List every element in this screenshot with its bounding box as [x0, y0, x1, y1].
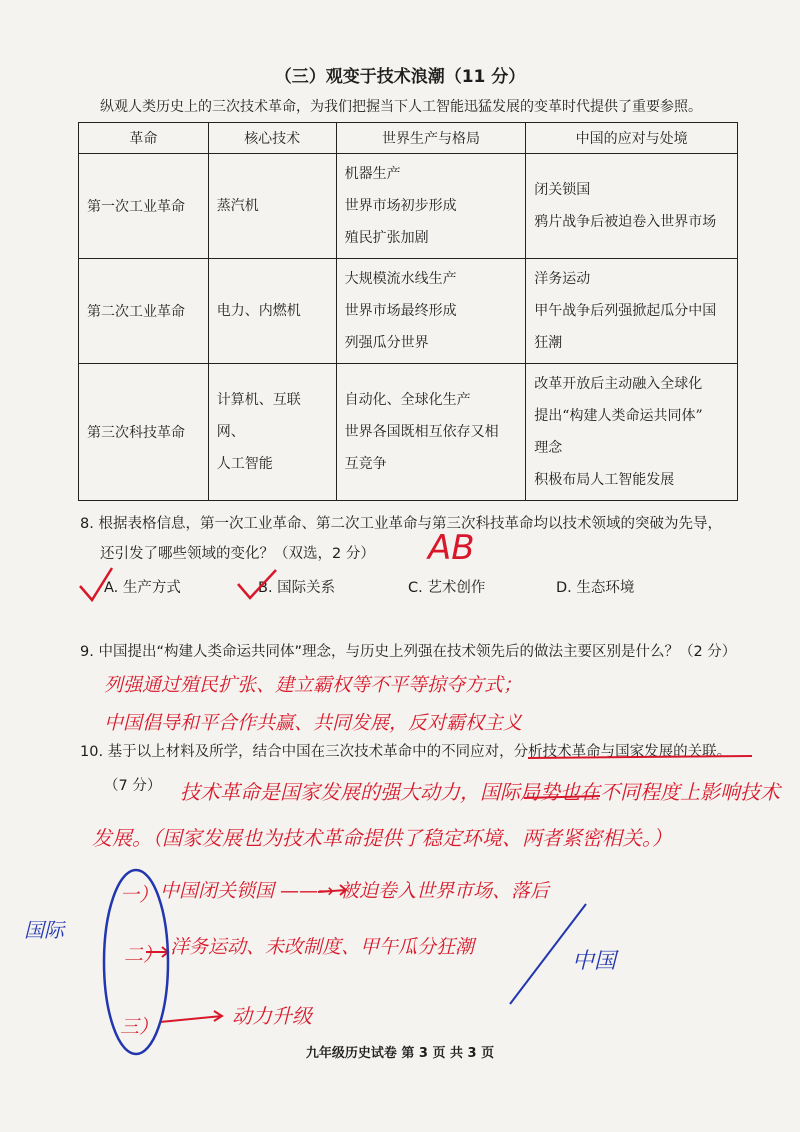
row-world	[336, 259, 526, 364]
world-line: 互竞争	[344, 456, 387, 472]
row-revolution: 第一次工业革命	[79, 154, 209, 259]
margin-note-international: 国际	[24, 918, 64, 942]
table-row	[79, 364, 738, 501]
row-tech	[208, 364, 336, 501]
table-row	[79, 154, 738, 259]
q9-line1: 9. 中国提出“构建人类命运共同体”理念，与历史上列强在技术领先后的做法主要区别是什么？（2 分）	[80, 644, 737, 660]
china-line: 洋务运动	[534, 271, 591, 287]
q8-option-d: D. 生态环境	[556, 580, 635, 596]
world-line: 大规模流水线生产	[344, 271, 457, 287]
world-line: 列强瓜分世界	[344, 335, 429, 351]
world-line: 自动化、全球化生产	[344, 392, 471, 408]
tech-line: 电力、内燃机	[216, 303, 301, 319]
table-header-row	[79, 123, 738, 154]
world-line: 世界各国既相互依存又相	[344, 424, 499, 440]
q10-handwritten-item1: 中国闭关锁国 ——→ 被迫卷入世界市场、落后	[160, 880, 550, 902]
q10-item2-marker: 二）	[124, 944, 163, 966]
q10-line1: 10. 基于以上材料及所学，结合中国在三次技术革命中的不同应对，分析技术革命与国家发展的关联。	[80, 744, 732, 760]
q10-handwritten-line2: 发展。（国家发展也为技术革命提供了稳定环境、两者紧密相关。）	[92, 826, 672, 850]
page-footer: 九年级历史试卷 第 3 页 共 3 页	[305, 1046, 495, 1061]
world-line: 世界市场最终形成	[344, 303, 457, 319]
row-revolution: 第二次工业革命	[79, 259, 209, 364]
china-line: 狂潮	[534, 335, 563, 351]
world-line: 机器生产	[344, 166, 401, 182]
table-row	[79, 259, 738, 364]
q8-option-a: A. 生产方式	[104, 580, 181, 596]
arrow-item3	[160, 1011, 222, 1022]
row-tech	[208, 259, 336, 364]
world-line: 殖民扩张加剧	[344, 230, 429, 246]
china-line: 改革开放后主动融入全球化	[534, 376, 703, 392]
q10-handwritten-line1: 技术革命是国家发展的强大动力，国际局势也在不同程度上影响技术	[180, 780, 780, 804]
q8-handwritten-answer: AB	[428, 528, 475, 568]
china-line: 甲午战争后列强掀起瓜分中国	[534, 303, 717, 319]
q8-option-b: B. 国际关系	[258, 580, 336, 596]
tech-line: 计算机、互联网、	[216, 392, 301, 440]
q9-handwritten-line2: 中国倡导和平合作共赢、共同发展，反对霸权主义	[104, 712, 523, 734]
world-line: 世界市场初步形成	[344, 198, 457, 214]
section-title: （三）观变于技术浪潮（11 分）	[274, 67, 526, 87]
header-world-production: 世界生产与格局	[336, 123, 526, 154]
header-revolution: 革命	[79, 123, 209, 154]
china-line: 鸦片战争后被迫卷入世界市场	[534, 214, 717, 230]
china-line: 积极布局人工智能发展	[534, 472, 675, 488]
header-china-response: 中国的应对与处境	[526, 123, 738, 154]
tech-line: 人工智能	[216, 456, 273, 472]
q10-item3-marker: 三）	[120, 1016, 159, 1038]
row-world	[336, 154, 526, 259]
q9-handwritten-line1: 列强通过殖民扩张、建立霸权等不平等掠夺方式；	[104, 674, 523, 696]
q10-handwritten-item2: 洋务运动、未改制度、甲午瓜分狂潮	[170, 936, 475, 958]
margin-note-china: 中国	[572, 949, 617, 974]
row-tech	[208, 154, 336, 259]
header-core-tech: 核心技术	[208, 123, 336, 154]
q8-option-c: C. 艺术创作	[408, 580, 486, 596]
row-china	[526, 259, 738, 364]
china-line: 理念	[534, 440, 563, 456]
row-china	[526, 364, 738, 501]
q10-item1-marker: 一）	[120, 884, 159, 906]
section-intro: 纵观人类历史上的三次技术革命，为我们把握当下人工智能迅猛发展的变革时代提供了重要参照。	[100, 99, 702, 115]
row-revolution: 第三次科技革命	[79, 364, 209, 501]
tech-line: 蒸汽机	[216, 198, 259, 214]
q10-handwritten-item3: 动力升级	[232, 1004, 312, 1028]
q10-points: （7 分）	[104, 778, 162, 794]
china-line: 闭关锁国	[534, 182, 591, 198]
q8-line2: 还引发了哪些领域的变化？（双选，2 分）	[100, 546, 375, 562]
china-line: 提出“构建人类命运共同体”	[534, 408, 703, 424]
revolution-table	[78, 122, 738, 501]
row-china	[526, 154, 738, 259]
q8-line1: 8. 根据表格信息，第一次工业革命、第二次工业革命与第三次科技革命均以技术领域的突破为先导，	[80, 516, 722, 532]
row-world	[336, 364, 526, 501]
